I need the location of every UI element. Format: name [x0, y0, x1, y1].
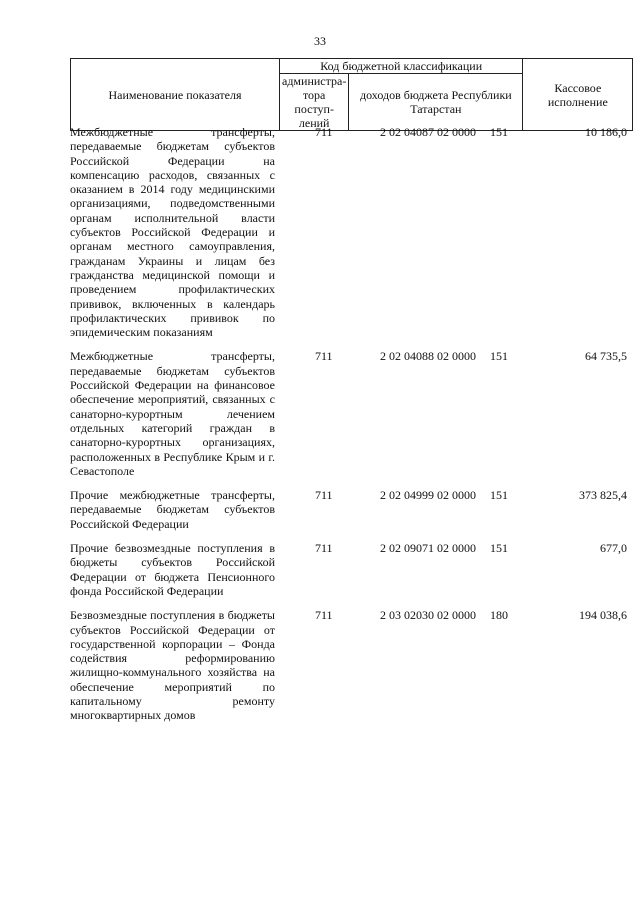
table-row [70, 488, 630, 531]
row-name: Прочие безвозмездные поступления в бюджеты субъектов Российской Федерации от бюджета Пенсионного фонда Российской Федерации [70, 541, 275, 598]
row-sub-code: 151 [490, 541, 508, 556]
row-sub-code: 151 [490, 488, 508, 503]
table-row [70, 541, 630, 598]
row-name: Межбюджетные трансферты, передаваемые бюджетам субъектов Российской Федерации на финансовое обеспечение мероприятий, связанных с санаторно-курортным лечением отдельных категорий граждан в санаторно-курортных организациях, расположенных в Республике Крым и г. Севастополе [70, 349, 275, 478]
header-code-group: Код бюджетной классификации [280, 59, 523, 74]
header-name-column: Наименование показателя [71, 59, 280, 131]
row-income-code: 2 02 04087 02 0000 [380, 125, 476, 139]
row-amount: 677,0 [600, 541, 627, 556]
row-amount: 194 038,6 [579, 608, 627, 623]
row-admin-code: 711 [315, 488, 333, 503]
row-amount: 10 186,0 [585, 125, 627, 139]
table-row [70, 349, 630, 478]
row-name: Безвозмездные поступления в бюджеты субъектов Российской Федерации от государственной корпорации – Фонда содействия реформированию жилищно-коммунального хозяйства на обеспечение мероприятий по капитальному ремонту многоквартирных домов [70, 608, 275, 723]
row-amount: 373 825,4 [579, 488, 627, 503]
row-income-code: 2 02 09071 02 0000 [380, 541, 476, 556]
row-amount: 64 735,5 [585, 349, 627, 364]
row-admin-code: 711 [315, 125, 333, 139]
header-admin-column: администра-тора поступ-лений [280, 74, 349, 131]
header-amount-column: Кассовое исполнение [523, 59, 633, 131]
row-name: Межбюджетные трансферты, передаваемые бюджетам субъектов Российской Федерации на компенсацию расходов, связанных с оказанием в 2014 году медицинскими организациями, подведомственными органам исполнительной власти субъектов Российской Федерации и органам местного самоуправления, гражданам Украины и лицам без гражданства медицинской помощи и проведением профилактических прививок, включенных в календарь профилактических прививок по эпидемическим показаниям [70, 125, 275, 340]
row-admin-code: 711 [315, 608, 333, 623]
page-number: 33 [314, 34, 326, 48]
row-name: Прочие межбюджетные трансферты, передаваемые бюджетам субъектов Российской Федерации [70, 488, 275, 531]
row-income-code: 2 02 04999 02 0000 [380, 488, 476, 503]
table-body [70, 125, 630, 723]
table-row [70, 608, 630, 722]
row-admin-code: 711 [315, 349, 333, 364]
table-header [70, 58, 633, 131]
row-sub-code: 151 [490, 125, 508, 139]
row-admin-code: 711 [315, 541, 333, 556]
row-income-code: 2 03 02030 02 0000 [380, 608, 476, 623]
row-sub-code: 180 [490, 608, 508, 623]
table-row [70, 125, 630, 339]
row-income-code: 2 02 04088 02 0000 [380, 349, 476, 364]
row-sub-code: 151 [490, 349, 508, 364]
header-income-column: доходов бюджета Республики Татарстан [349, 74, 523, 131]
